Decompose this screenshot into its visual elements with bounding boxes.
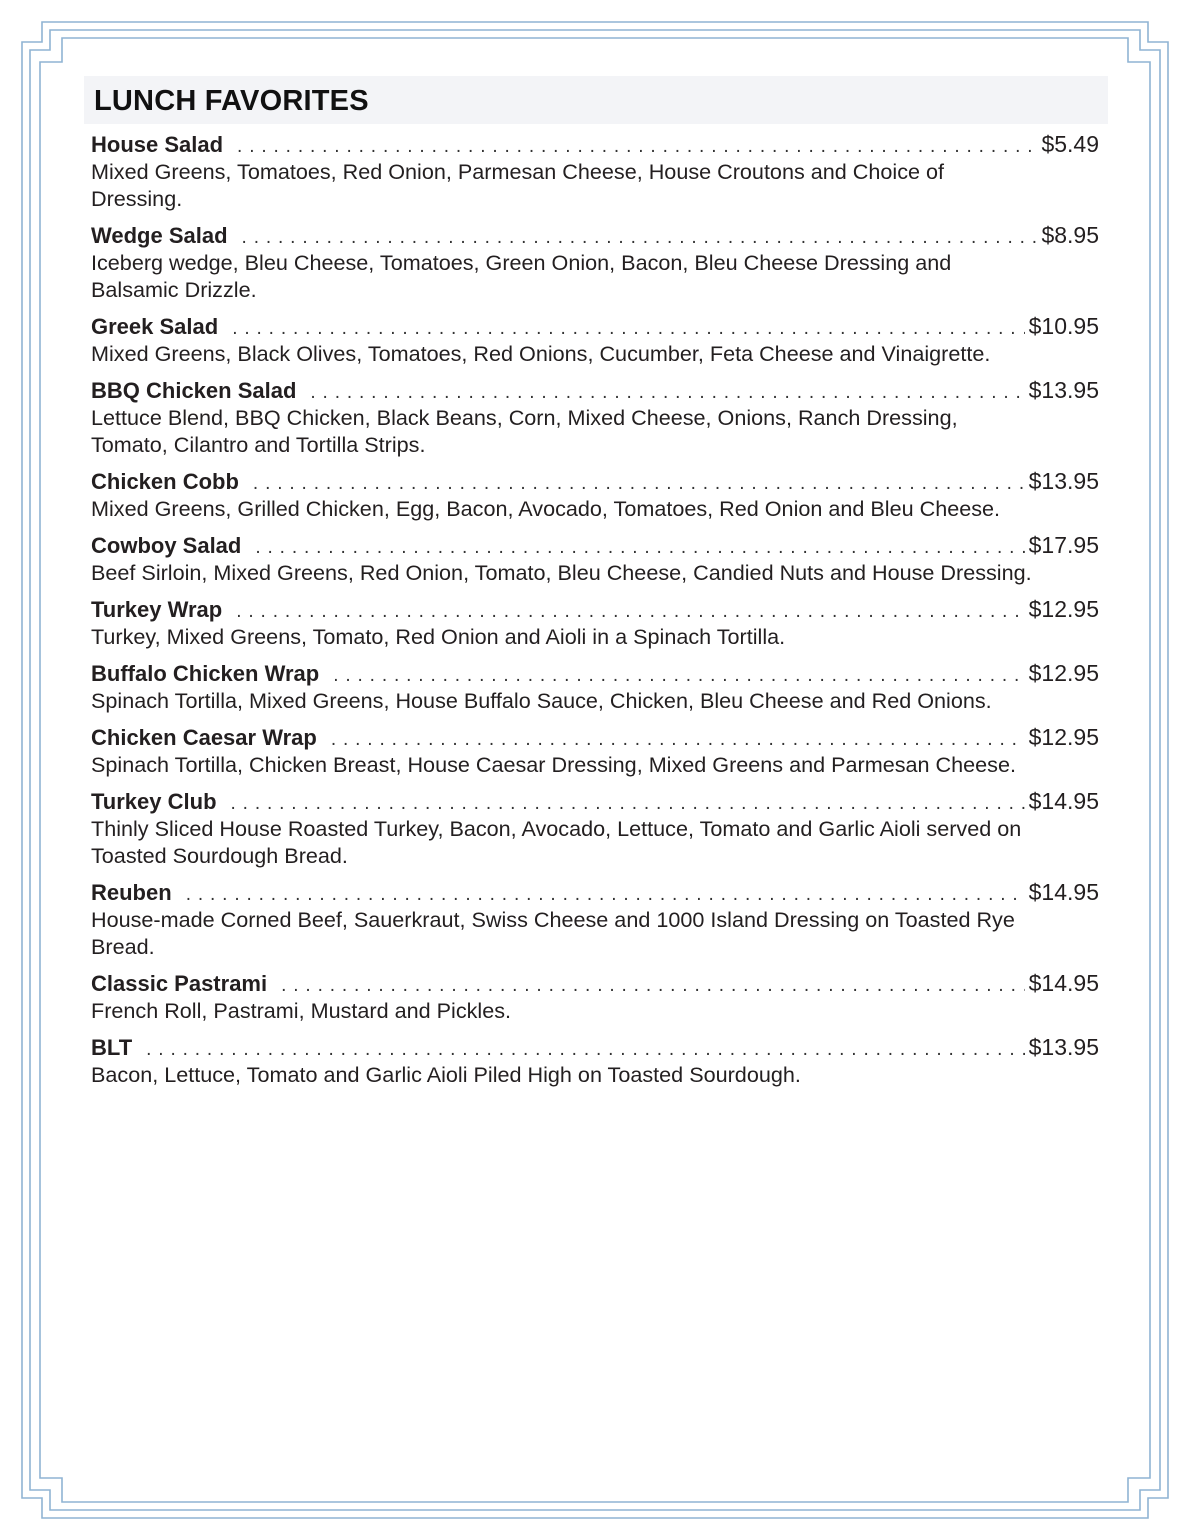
section-header bbox=[84, 76, 1108, 124]
menu-item-line bbox=[91, 467, 1099, 495]
menu-item-price: $13.95 bbox=[1028, 377, 1099, 403]
dot-leader bbox=[237, 133, 1037, 158]
menu-item-price: $14.95 bbox=[1028, 788, 1099, 814]
menu-item-line bbox=[91, 312, 1099, 340]
menu-item bbox=[91, 531, 1099, 586]
menu-item-description: Bacon, Lettuce, Tomato and Garlic Aioli Piled High on Toasted Sourdough. bbox=[91, 1062, 801, 1087]
menu-item-description: Mixed Greens, Black Olives, Tomatoes, Red Onions, Cucumber, Feta Cheese and Vinaigrette. bbox=[91, 341, 991, 366]
menu-item-name: Turkey Wrap bbox=[91, 597, 223, 622]
dot-leader bbox=[242, 224, 1038, 249]
menu-item-description: Mixed Greens, Tomatoes, Red Onion, Parmesan Cheese, House Croutons and Choice of Dressing. bbox=[91, 159, 945, 211]
menu-item bbox=[91, 659, 1099, 714]
menu-item-price: $12.95 bbox=[1028, 596, 1099, 622]
menu-item-price: $5.49 bbox=[1041, 131, 1099, 157]
dot-leader bbox=[232, 315, 1024, 340]
menu-item-name: BBQ Chicken Salad bbox=[91, 378, 297, 403]
menu-item-description: Beef Sirloin, Mixed Greens, Red Onion, Tomato, Bleu Cheese, Candied Nuts and House Dressing. bbox=[91, 560, 1032, 585]
menu-item-line bbox=[91, 221, 1099, 249]
dot-leader bbox=[310, 379, 1024, 404]
menu-item bbox=[91, 312, 1099, 367]
menu-item bbox=[91, 1033, 1099, 1088]
menu-item-name: BLT bbox=[91, 1035, 133, 1060]
menu-item-description: Turkey, Mixed Greens, Tomato, Red Onion and Aioli in a Spinach Tortilla. bbox=[91, 624, 786, 649]
menu-item-price: $12.95 bbox=[1028, 724, 1099, 750]
menu-item-description: Spinach Tortilla, Chicken Breast, House Caesar Dressing, Mixed Greens and Parmesan Cheese. bbox=[91, 752, 1016, 777]
menu-item-price: $13.95 bbox=[1028, 1034, 1099, 1060]
menu-item-line bbox=[91, 787, 1099, 815]
menu-item-description: House-made Corned Beef, Sauerkraut, Swiss Cheese and 1000 Island Dressing on Toasted Rye Bread. bbox=[91, 907, 1015, 959]
menu-item-description: Iceberg wedge, Bleu Cheese, Tomatoes, Green Onion, Bacon, Bleu Cheese Dressing and Balsamic Drizzle. bbox=[91, 250, 952, 302]
dot-leader bbox=[333, 662, 1024, 687]
dot-leader bbox=[146, 1036, 1025, 1061]
menu-item bbox=[91, 130, 1099, 212]
menu-item-name: Classic Pastrami bbox=[91, 971, 268, 996]
menu-item-description: Spinach Tortilla, Mixed Greens, House Buffalo Sauce, Chicken, Bleu Cheese and Red Onions. bbox=[91, 688, 992, 713]
menu-item-line bbox=[91, 659, 1099, 687]
menu-item-name: House Salad bbox=[91, 132, 224, 157]
menu-item-price: $17.95 bbox=[1028, 532, 1099, 558]
menu-item-line bbox=[91, 969, 1099, 997]
menu-item-line bbox=[91, 878, 1099, 906]
menu-item-name: Buffalo Chicken Wrap bbox=[91, 661, 320, 686]
menu-item bbox=[91, 467, 1099, 522]
menu-item-name: Chicken Cobb bbox=[91, 469, 239, 494]
menu-item-line bbox=[91, 595, 1099, 623]
menu-item-price: $14.95 bbox=[1028, 879, 1099, 905]
menu-item-description: Lettuce Blend, BBQ Chicken, Black Beans, Corn, Mixed Cheese, Onions, Ranch Dressing, Tomato, Cilantro and Tortilla Strips. bbox=[91, 405, 958, 457]
menu-item-name: Turkey Club bbox=[91, 789, 217, 814]
menu-item-name: Chicken Caesar Wrap bbox=[91, 725, 317, 750]
menu-item bbox=[91, 878, 1099, 960]
menu-item-description: French Roll, Pastrami, Mustard and Pickles. bbox=[91, 998, 512, 1023]
menu-list bbox=[91, 130, 1099, 1097]
menu-item-price: $13.95 bbox=[1028, 468, 1099, 494]
section-title: LUNCH FAVORITES bbox=[94, 85, 369, 117]
menu-item bbox=[91, 221, 1099, 303]
menu-item-name: Wedge Salad bbox=[91, 223, 228, 248]
menu-item bbox=[91, 723, 1099, 778]
menu-item bbox=[91, 595, 1099, 650]
menu-item-price: $14.95 bbox=[1028, 970, 1099, 996]
dot-leader bbox=[253, 470, 1025, 495]
menu-item-price: $10.95 bbox=[1028, 313, 1099, 339]
menu-item-line bbox=[91, 1033, 1099, 1061]
dot-leader bbox=[255, 534, 1024, 559]
menu-item bbox=[91, 376, 1099, 458]
dot-leader bbox=[281, 972, 1025, 997]
menu-item-description: Thinly Sliced House Roasted Turkey, Bacon, Avocado, Lettuce, Tomato and Garlic Aioli served on Toasted Sourdough Bread. bbox=[91, 816, 1022, 868]
menu-item-line bbox=[91, 723, 1099, 751]
dot-leader bbox=[186, 881, 1025, 906]
menu-item bbox=[91, 787, 1099, 869]
menu-item bbox=[91, 969, 1099, 1024]
menu-item-name: Reuben bbox=[91, 880, 172, 905]
menu-item-line bbox=[91, 531, 1099, 559]
dot-leader bbox=[331, 726, 1025, 751]
menu-item-line bbox=[91, 376, 1099, 404]
menu-item-line bbox=[91, 130, 1099, 158]
menu-item-price: $8.95 bbox=[1041, 222, 1099, 248]
menu-item-name: Cowboy Salad bbox=[91, 533, 242, 558]
dot-leader bbox=[231, 790, 1025, 815]
menu-item-description: Mixed Greens, Grilled Chicken, Egg, Bacon, Avocado, Tomatoes, Red Onion and Bleu Cheese. bbox=[91, 496, 1001, 521]
dot-leader bbox=[236, 598, 1024, 623]
menu-item-price: $12.95 bbox=[1028, 660, 1099, 686]
menu-item-name: Greek Salad bbox=[91, 314, 219, 339]
